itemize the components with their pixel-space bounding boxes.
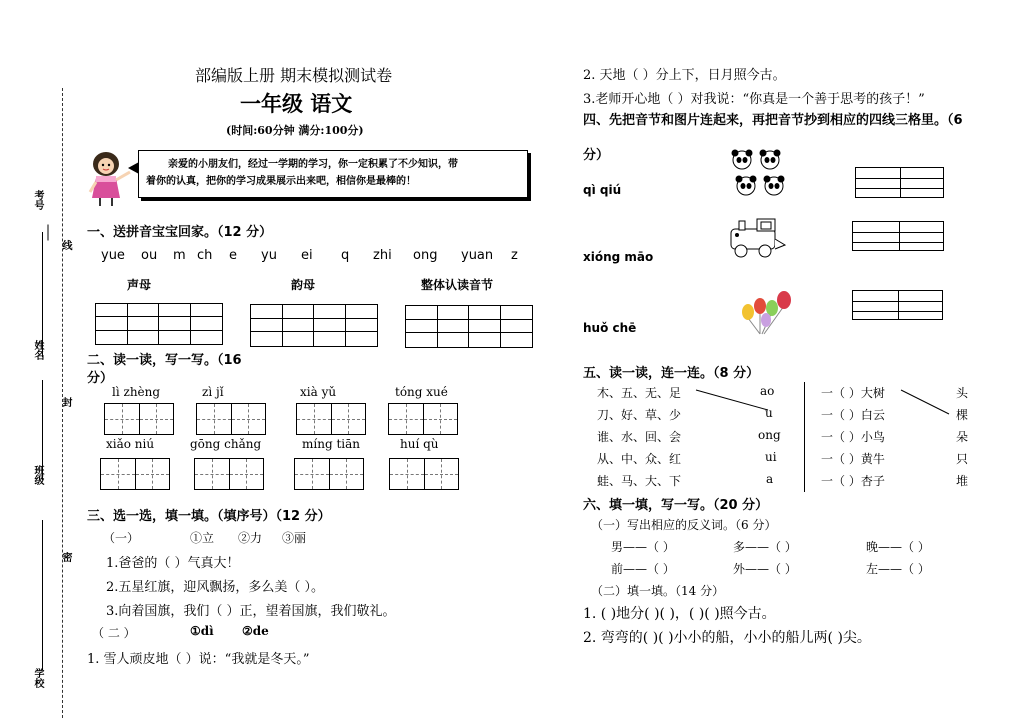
pinyin-item: e — [229, 248, 237, 263]
group1-option-1: ①立 — [190, 531, 215, 545]
final-u: u — [765, 406, 773, 420]
group1-option-2: ②力 — [238, 531, 263, 545]
measure-ke: 棵 — [956, 408, 969, 422]
pinyin-item: ch — [197, 248, 213, 263]
section2-heading-line1: 二、读一读，写一写。（16 — [87, 353, 242, 368]
bind-mark-seal: 封 — [60, 397, 71, 407]
pinyin-item: ei — [301, 248, 313, 263]
syllable-qiqiu: qì qiú — [583, 183, 622, 197]
pinyin-item: z — [511, 248, 518, 263]
pinyin-item: ong — [413, 248, 438, 263]
syllable-huoche: huǒ chē — [583, 321, 637, 335]
word-group-3: 谁、水、回、会 — [597, 430, 682, 444]
syllable-xiongmao: xióng māo — [583, 250, 654, 264]
antonym-outside: 外——（ ） — [733, 562, 797, 576]
word-group-1: 木、五、无、足 — [597, 386, 682, 400]
writing-grid-xiaoniu[interactable] — [100, 458, 170, 490]
margin-rule-1 — [42, 232, 43, 357]
section2-heading-line2: 分） — [87, 371, 114, 386]
word-group-5: 蛙、马、大、下 — [597, 474, 682, 488]
example-match-line-right — [895, 380, 955, 420]
category-finals: 韵母 — [291, 278, 316, 292]
section6-heading: 六、填一填，写一写。（20 分） — [583, 498, 769, 513]
section5-divider — [804, 382, 805, 492]
finals-answer-grid[interactable] — [250, 304, 378, 347]
writing-grid-xiayu[interactable] — [296, 403, 366, 435]
pinyin-item: yu — [261, 248, 277, 263]
margin-rule-3 — [42, 520, 43, 670]
pinyin-mingtian: míng tiān — [302, 437, 360, 451]
writing-grid-lizheng[interactable] — [104, 403, 174, 435]
margin-rule-2 — [42, 380, 43, 480]
name-label: 姓名 — [32, 340, 43, 360]
exam-no-label: 考号 — [32, 190, 43, 210]
pinyin-ziji: zì jǐ — [202, 385, 224, 399]
four-line-grid-1[interactable] — [855, 167, 944, 198]
pinyin-item: ou — [141, 248, 158, 263]
pinyin-tongxue: tóng xué — [395, 385, 448, 399]
group1-item-2: 2.五星红旗，迎风飘扬，多么美（ ）。 — [106, 580, 325, 595]
group2-option-1: ①dì — [190, 624, 214, 638]
fill-line-2: 2. 弯弯的( )( )小小的船，小小的船儿两( )尖。 — [583, 630, 871, 646]
antonym-man: 男——（ ） — [611, 540, 675, 554]
section5-heading: 五、读一读，连一连。（8 分） — [583, 366, 760, 381]
group2-item-1: 1. 雪人顽皮地（ ）说：“我就是冬天。” — [87, 652, 310, 667]
initials-answer-grid[interactable] — [95, 303, 223, 345]
pinyin-huiqu: huí qù — [400, 437, 439, 451]
measure-duo: 朵 — [956, 430, 969, 444]
pinyin-item: m — [173, 248, 186, 263]
measure-tou: 头 — [956, 386, 969, 400]
exam-no-underline — [48, 225, 49, 241]
fill-line-1: 1. ( )地分( )( )，( )( )照今古。 — [583, 606, 776, 622]
phrase-apricot: 一（ ）杏子 — [821, 474, 885, 488]
group1-item-1: 1.爸爸的（ ）气真大！ — [106, 556, 240, 571]
section3-heading: 三、选一选，填一填。（填序号）（12 分） — [87, 509, 331, 524]
section1-heading: 一、送拼音宝宝回家。（12 分） — [87, 225, 273, 240]
antonym-front: 前——（ ） — [611, 562, 675, 576]
writing-grid-mingtian[interactable] — [294, 458, 364, 490]
phrase-bird: 一（ ）小鸟 — [821, 430, 885, 444]
pinyin-lizheng: lì zhèng — [112, 385, 161, 399]
antonym-many: 多——（ ） — [733, 540, 797, 554]
writing-grid-huiqu[interactable] — [389, 458, 459, 490]
whole-syllables-answer-grid[interactable] — [405, 305, 533, 348]
final-ong: ong — [758, 428, 781, 442]
class-label: 班级 — [32, 465, 43, 485]
phrase-cattle: 一（ ）黄牛 — [821, 452, 885, 466]
antonym-subheading: （一）写出相应的反义词。（6 分） — [591, 518, 777, 532]
school-label: 学校 — [32, 668, 43, 688]
paper-subtitle: 一年级 语文 — [240, 92, 353, 116]
writing-grid-ziji[interactable] — [196, 403, 266, 435]
group2-label: （ 二 ） — [92, 626, 136, 640]
writing-grid-gongchang[interactable] — [194, 458, 264, 490]
final-a: a — [766, 472, 774, 486]
panda-picture — [730, 148, 790, 200]
group1-item-3: 3.向着国旗，我们（ ）正，望着国旗，我们敬礼。 — [106, 604, 396, 619]
antonym-late: 晚——（ ） — [866, 540, 930, 554]
section4-heading-line1: 四、先把音节和图片连起来，再把音节抄到相应的四线三格里。（6 — [583, 113, 963, 128]
bind-mark-line: 线 — [60, 240, 71, 250]
group2-item-3: 3.老师开心地（ ）对我说：“你真是一个善于思考的孩子！” — [583, 92, 925, 107]
pinyin-xiaoniu: xiǎo niú — [106, 437, 155, 451]
section4-heading-line2: 分） — [583, 148, 610, 163]
final-ui: ui — [765, 450, 777, 464]
antonym-left: 左——（ ） — [866, 562, 930, 576]
measure-dui: 堆 — [956, 474, 969, 488]
pinyin-item: yuan — [461, 248, 494, 263]
word-group-4: 从、中、众、红 — [597, 452, 682, 466]
pinyin-item: zhi — [373, 248, 392, 263]
intro-line-1: 亲爱的小朋友们，经过一学期的学习，你一定积累了不少知识，带 — [168, 159, 458, 170]
girl-mascot-image — [84, 148, 140, 208]
phrase-cloud: 一（ ）白云 — [821, 408, 885, 422]
example-match-line-left — [690, 380, 780, 420]
paper-title: 部编版上册 期末模拟测试卷 — [195, 66, 393, 85]
group2-item-2: 2. 天地（ ）分上下，日月照今古。 — [583, 68, 786, 83]
time-info: (时间:60分钟 满分:100分) — [226, 124, 364, 137]
group1-option-3: ③丽 — [282, 531, 307, 545]
train-picture — [725, 215, 789, 261]
category-whole-syllables: 整体认读音节 — [421, 278, 494, 292]
phrase-tree: 一（ ）大树 — [821, 386, 885, 400]
four-line-grid-2[interactable] — [852, 221, 944, 251]
intro-line-2: 着你的认真，把你的学习成果展示出来吧，相信你是最棒的！ — [146, 176, 416, 187]
word-group-2: 刀、好、草、少 — [597, 408, 682, 422]
group1-label: （一） — [103, 531, 140, 545]
writing-grid-tongxue[interactable] — [388, 403, 458, 435]
measure-zhi: 只 — [956, 452, 969, 466]
pinyin-item: q — [341, 248, 350, 263]
bind-mark-secret: 密 — [60, 552, 71, 562]
balloon-picture — [738, 288, 794, 336]
group2-option-2: ②de — [242, 624, 269, 638]
four-line-grid-3[interactable] — [852, 290, 943, 320]
pinyin-item: yue — [101, 248, 125, 263]
pinyin-gongchang: gōng chǎng — [190, 437, 262, 451]
final-ao: ao — [760, 384, 775, 398]
speech-pointer — [128, 162, 139, 174]
category-initials: 声母 — [127, 278, 152, 292]
pinyin-xiayu: xià yǔ — [300, 385, 337, 399]
fill-subheading: （二）填一填。（14 分） — [591, 584, 725, 598]
